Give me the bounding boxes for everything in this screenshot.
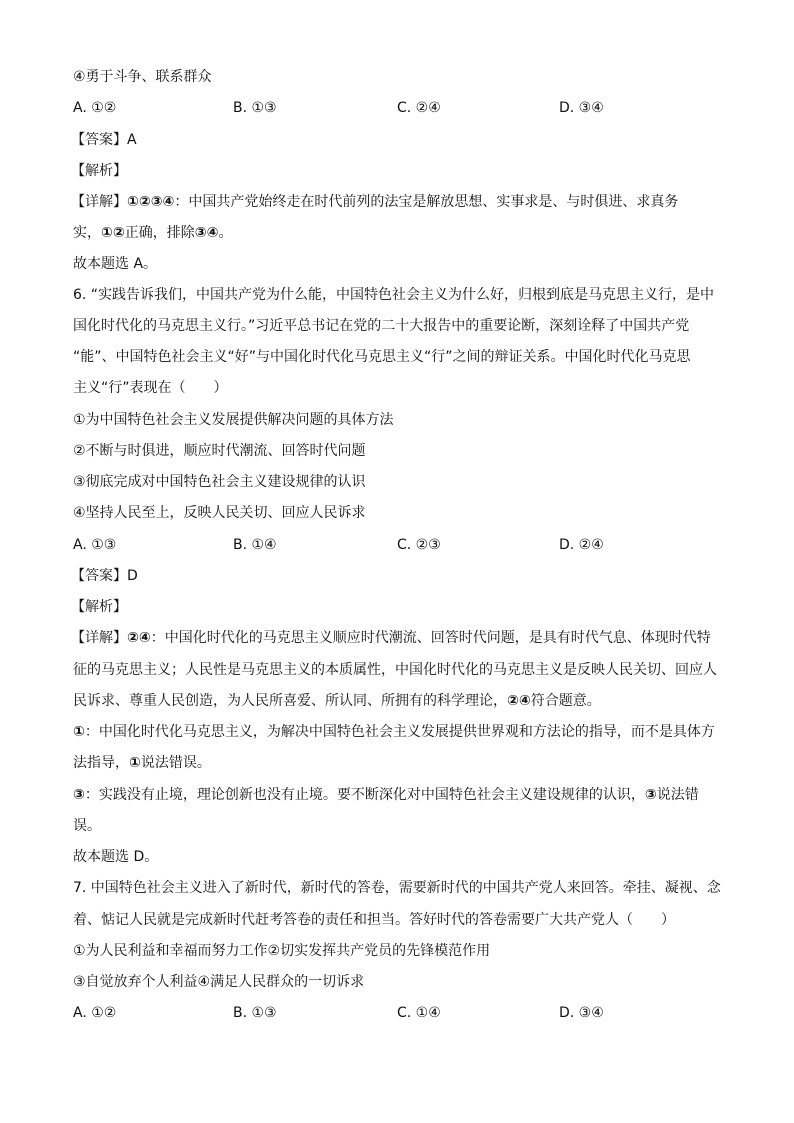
q6-conclusion: 故本题选 D。 bbox=[73, 849, 159, 865]
q6-option-1: ①为中国特色社会主义发展提供解决问题的具体方法 bbox=[73, 412, 394, 428]
q6-error1-line-1 bbox=[73, 722, 723, 742]
q7-choice-a: A. ①② bbox=[73, 1005, 117, 1021]
q7-stem-line-1: 7. 中国特色社会主义进入了新时代，新时代的答卷，需要新时代的中国共产党人来回答。牵挂、凝视、念 bbox=[73, 880, 721, 896]
detail-text: 说法错 bbox=[656, 787, 699, 803]
q7-choice-b: B. ①③ bbox=[233, 1005, 277, 1021]
detail-numbers: ②④ bbox=[127, 630, 151, 646]
q6-option-3: ③彻底完成对中国特色社会主义建设规律的认识 bbox=[73, 474, 366, 490]
q6-choice-c: C. ②③ bbox=[397, 537, 441, 553]
q6-choice-d: D. ②④ bbox=[559, 537, 604, 553]
q7-choices bbox=[73, 1003, 723, 1023]
answer-value: D bbox=[127, 568, 138, 584]
detail-text: 正确，排除 bbox=[124, 225, 195, 241]
q6-stem-line-3: “能”、中国特色社会主义“好”与中国化时代化马克思主义“行”之间的辩证关系。中国化时代化马克思 bbox=[73, 349, 691, 365]
detail-text: 。 bbox=[218, 225, 233, 241]
q6-choice-a: A. ①③ bbox=[73, 537, 117, 553]
detail-label: 【详解】 bbox=[71, 630, 127, 646]
detail-text: ：中国化时代化的马克思主义顺应时代潮流、回答时代问题，是具有时代气息、体现时代特 bbox=[150, 630, 711, 646]
answer-label: 【答案】 bbox=[71, 568, 127, 584]
q6-stem-line-4: 主义“行”表现在（ ） bbox=[73, 380, 228, 396]
q5-choice-c: C. ②④ bbox=[397, 100, 441, 116]
detail-label: 【详解】 bbox=[71, 194, 127, 210]
q6-detail-line-1 bbox=[71, 628, 721, 648]
q7-options-line-1: ①为人民利益和幸福而努力工作②切实发挥共产党员的先锋模范作用 bbox=[73, 943, 491, 959]
q5-choice-b: B. ①③ bbox=[233, 100, 277, 116]
q5-choice-a: A. ①② bbox=[73, 100, 117, 116]
q5-choices bbox=[73, 98, 723, 118]
answer-label: 【答案】 bbox=[71, 132, 127, 148]
q6-option-2: ②不断与时俱进，顺应时代潮流、回答时代问题 bbox=[73, 443, 366, 459]
q5-detail-line-2 bbox=[73, 223, 723, 243]
detail-numbers: ① bbox=[129, 755, 141, 771]
detail-text: 法指导， bbox=[73, 755, 129, 771]
q6-answer bbox=[71, 566, 721, 586]
detail-numbers: ③④ bbox=[194, 225, 219, 241]
q6-detail-line-3 bbox=[73, 691, 723, 711]
q6-option-4: ④坚持人民至上，反映人民关切、回应人民诉求 bbox=[73, 505, 366, 521]
q7-stem-line-2: 着、惦记人民就是完成新时代赶考答卷的责任和担当。答好时代的答卷需要广大共产党人（ ） bbox=[73, 912, 675, 928]
detail-numbers: ① bbox=[73, 724, 85, 740]
detail-numbers: ①② bbox=[101, 225, 125, 241]
q6-error1-line-2 bbox=[73, 753, 723, 773]
q5-choice-d: D. ③④ bbox=[559, 100, 604, 116]
answer-value: A bbox=[127, 132, 137, 148]
q5-option-4: ④勇于斗争、联系群众 bbox=[73, 69, 212, 85]
q5-conclusion: 故本题选 A。 bbox=[73, 256, 158, 272]
q6-detail-line-2: 征的马克思主义；人民性是马克思主义的本质属性，中国化时代化的马克思主义是反映人民关切、回应人 bbox=[73, 662, 717, 678]
detail-text: ：中国化时代化马克思主义，为解决中国特色社会主义发展提供世界观和方法论的指导，而不是具体方 bbox=[84, 724, 715, 740]
q6-stem-line-2: 国化时代化的马克思主义行。”习近平总书记在党的二十大报告中的重要论断，深刻诠释了中国共产党 bbox=[73, 318, 690, 334]
q6-choice-b: B. ①④ bbox=[233, 537, 277, 553]
detail-text: 民诉求、尊重人民创造，为人民所喜爱、所认同、所拥有的科学理论， bbox=[73, 693, 507, 709]
q6-error3-line-2: 误。 bbox=[73, 818, 101, 834]
q7-choice-c: C. ①④ bbox=[397, 1005, 441, 1021]
detail-numbers: ①②③④ bbox=[127, 194, 175, 210]
q7-choice-d: D. ③④ bbox=[559, 1005, 604, 1021]
q6-analysis-label: 【解析】 bbox=[71, 599, 127, 615]
q5-detail-line-1 bbox=[71, 192, 721, 212]
detail-text: 符合题意。 bbox=[530, 693, 601, 709]
q6-error3-line-1 bbox=[73, 785, 723, 805]
q5-answer bbox=[71, 130, 721, 150]
q7-options-line-2: ③自觉放弃个人利益④满足人民群众的一切诉求 bbox=[73, 974, 365, 990]
detail-text: 说法错误。 bbox=[140, 755, 211, 771]
detail-numbers: ③ bbox=[73, 787, 85, 803]
q6-choices bbox=[73, 535, 723, 555]
detail-numbers: ③ bbox=[644, 787, 657, 803]
detail-text: ：中国共产党始终走在时代前列的法宝是解放思想、实事求是、与时俱进、求真务 bbox=[174, 194, 679, 210]
q5-analysis-label: 【解析】 bbox=[71, 163, 127, 179]
detail-text: 实， bbox=[73, 225, 101, 241]
detail-text: ：实践没有止境，理论创新也没有止境。要不断深化对中国特色社会主义建设规律的认识， bbox=[84, 787, 645, 803]
detail-numbers: ②④ bbox=[507, 693, 531, 709]
q6-stem-line-1: 6. “实践告诉我们，中国共产党为什么能，中国特色社会主义为什么好，归根到底是马克思主义行，是中 bbox=[73, 287, 715, 303]
